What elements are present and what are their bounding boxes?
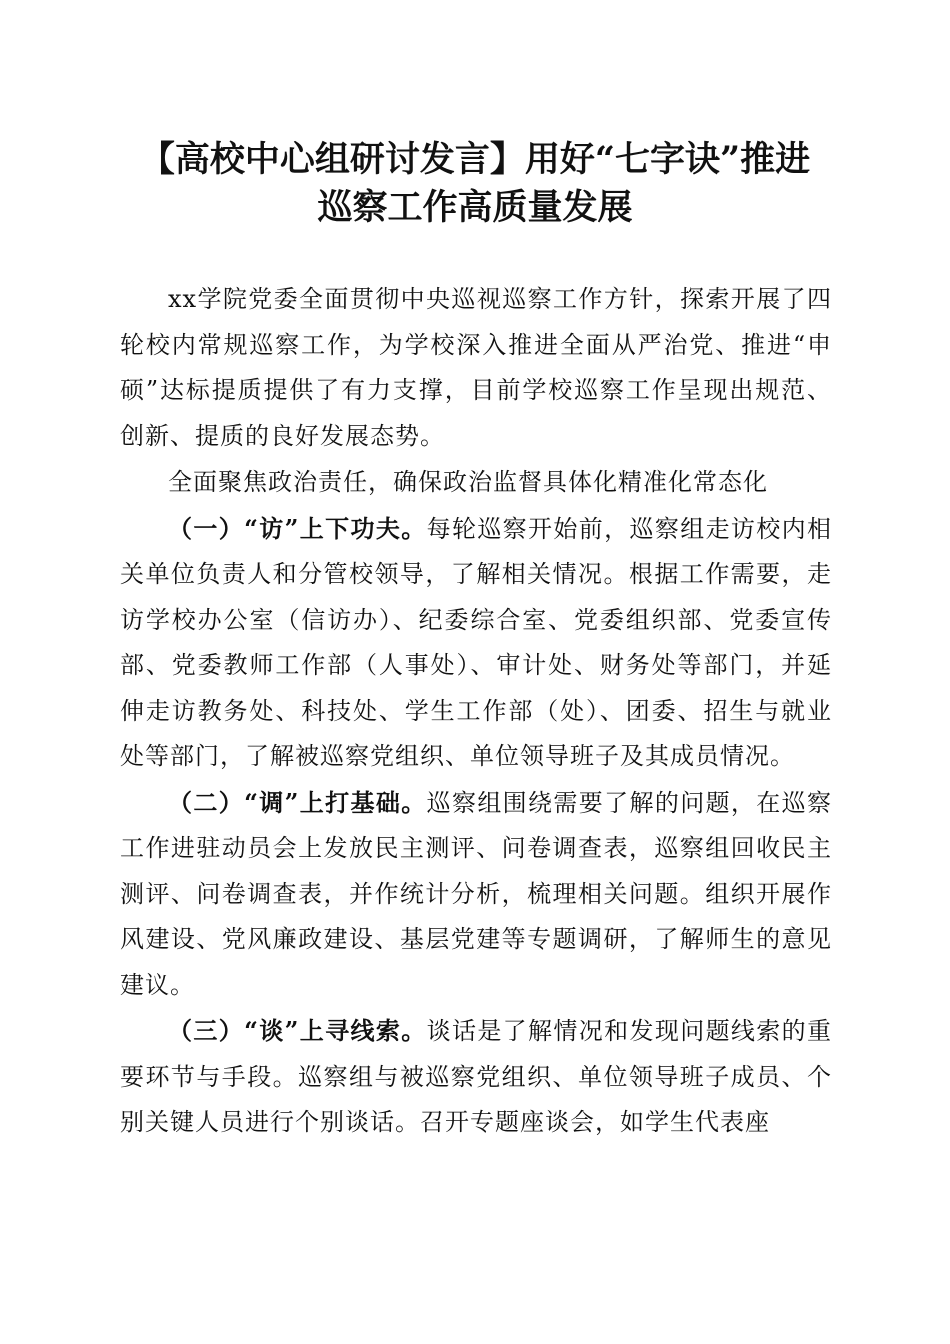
paragraph-item-3	[120, 1008, 832, 1146]
title-line-2: 巡察工作高质量发展	[317, 187, 633, 228]
paragraph-head: （一）“访”上下功夫。	[168, 513, 427, 543]
paragraph-item-1	[120, 506, 832, 780]
paragraph-text: 谈话是了解情况和发现问题线索的重要环节与手段。巡察组与被巡察党组织、单位领导班子成员、个别关键人员进行个别谈话。召开专题座谈会，如学生代表座	[120, 1017, 833, 1136]
paragraph-text: 每轮巡察开始前，巡察组走访校内相关单位负责人和分管校领导，了解相关情况。根据工作需要，走访学校办公室（信访办）、纪委综合室、党委组织部、党委宣传部、党委教师工作部（人事处）、审计处、财务处等部门，并延伸走访教务处、科技处、学生工作部（处）、团委、招生与就业处等部门，了解被巡察党组织、单位领导班子及其成员情况。	[120, 514, 833, 770]
paragraph-text: 巡察组围绕需要了解的问题，在巡察工作进驻动员会上发放民主测评、问卷调查表，巡察组回收民主测评、问卷调查表，并作统计分析，梳理相关问题。组织开展作风建设、党风廉政建设、基层党建等专题调研，了解师生的意见建议。	[120, 788, 833, 999]
paragraph-item-2	[120, 780, 832, 1009]
title-line-1: 【高校中心组研讨发言】用好“七字诀”推进	[139, 139, 811, 180]
paragraph-text: 全面聚焦政治责任，确保政治监督具体化精准化常态化	[168, 468, 768, 496]
document-body	[120, 276, 832, 1146]
paragraph-head: （三）“谈”上寻线索。	[168, 1016, 427, 1045]
paragraph-text: xx学院党委全面贯彻中央巡视巡察工作方针，探索开展了四轮校内常规巡察工作，为学校深入推进全面从严治党、推进“申硕”达标提质提供了有力支撑，目前学校巡察工作呈现出规范、创新、提质的良好发展态势。	[120, 285, 832, 450]
paragraph-section-heading	[120, 459, 832, 506]
paragraph-head: （二）“调”上打基础。	[168, 787, 427, 817]
paragraph-intro	[120, 276, 832, 459]
document-title	[100, 136, 850, 232]
